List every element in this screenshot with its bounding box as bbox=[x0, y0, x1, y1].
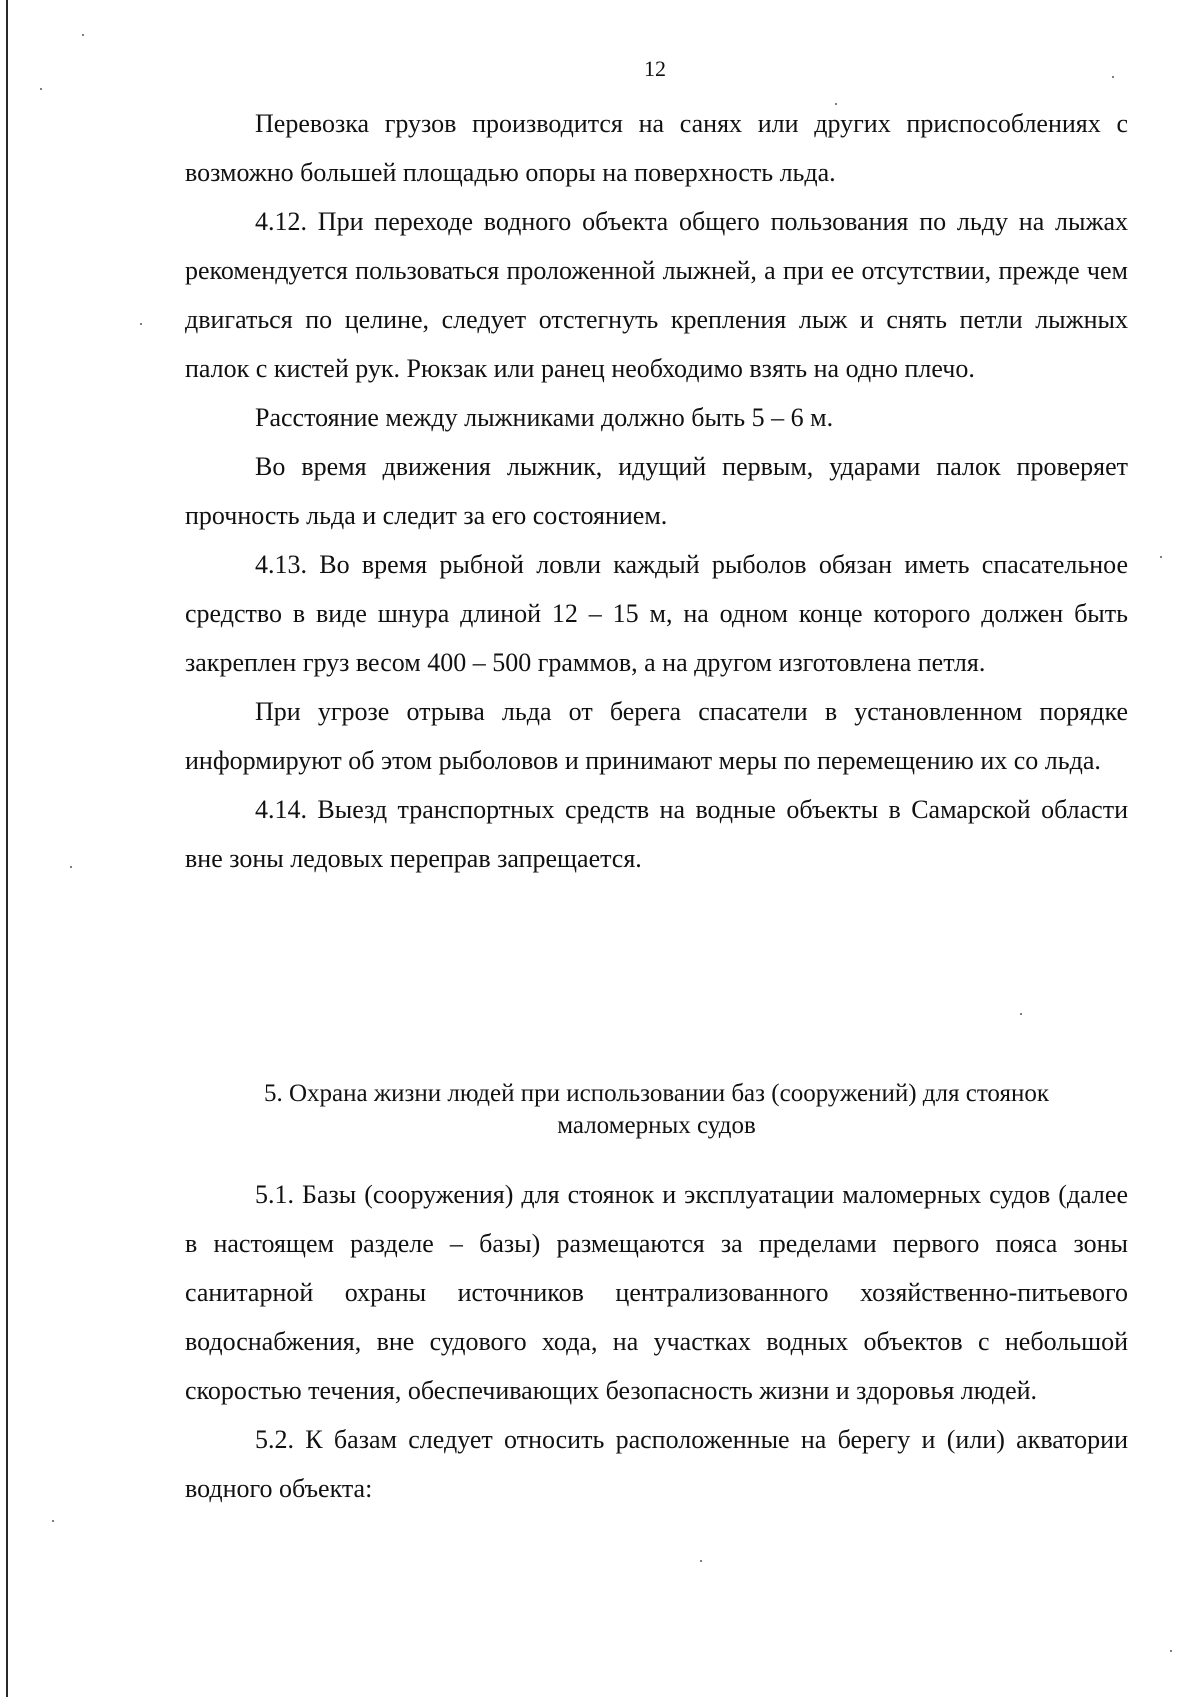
paragraph: 4.14. Выезд транспортных средств на водные объекты в Самарской области вне зоны ледовых переправ запрещается. bbox=[185, 795, 1128, 873]
paragraph: 5.2. К базам следует относить расположенные на берегу и (или) акватории водного объекта: bbox=[185, 1425, 1128, 1503]
paragraph: 4.12. При переходе водного объекта общего пользования по льду на лыжах рекомендуется пользоваться проложенной лыжней, а при ее отсутствии, прежде чем двигаться по целине, следует отстегнуть крепления лыж и снять петли лыжных палок с кистей рук. Рюкзак или ранец необходимо взять на одно плечо. bbox=[185, 207, 1128, 383]
scan-speck bbox=[700, 1560, 702, 1562]
paragraph: Расстояние между лыжниками должно быть 5 – 6 м. bbox=[255, 403, 834, 432]
paragraph: 5.1. Базы (сооружения) для стоянок и эксплуатации маломерных судов (далее в настоящем разделе – базы) размещаются за пределами первого пояса зоны санитарной охраны источников централизованного хозяйственно-питьевого водоснабжения, вне судового хода, на участках водных объектов с небольшой скоростью течения, обеспечивающих безопасность жизни и здоровья людей. bbox=[185, 1180, 1128, 1405]
paragraph: Перевозка грузов производится на санях или других приспособлениях с возможно большей площадью опоры на поверхность льда. bbox=[185, 109, 1128, 187]
body-text-top bbox=[185, 99, 1128, 883]
section-heading-block bbox=[185, 1078, 1128, 1142]
scan-speck bbox=[70, 866, 72, 868]
scan-speck bbox=[1170, 1650, 1172, 1652]
scan-speck bbox=[1112, 76, 1114, 78]
scan-speck bbox=[82, 34, 84, 36]
paragraph: Во время движения лыжник, идущий первым, ударами палок проверяет прочность льда и следит за его состоянием. bbox=[185, 452, 1128, 530]
scan-speck bbox=[835, 103, 837, 105]
scan-speck bbox=[40, 88, 42, 90]
paragraph: При угрозе отрыва льда от берега спасатели в установленном порядке информируют об этом рыболовов и принимают меры по перемещению их со льда. bbox=[185, 697, 1128, 775]
scan-speck bbox=[1160, 556, 1162, 558]
scan-speck bbox=[1020, 1013, 1022, 1015]
scan-speck bbox=[140, 323, 142, 325]
page-number: 12 bbox=[644, 56, 666, 81]
body-text-bottom bbox=[185, 1170, 1128, 1513]
section-heading-line: маломерных судов bbox=[557, 1112, 756, 1139]
scan-edge bbox=[6, 0, 8, 1697]
section-heading-line: 5. Охрана жизни людей при использовании баз (сооружений) для стоянок bbox=[264, 1080, 1049, 1107]
scan-speck bbox=[52, 1520, 54, 1522]
paragraph: 4.13. Во время рыбной ловли каждый рыболов обязан иметь спасательное средство в виде шнура длиной 12 – 15 м, на одном конце которого должен быть закреплен груз весом 400 – 500 граммов, а на другом изготовлена петля. bbox=[185, 550, 1128, 677]
